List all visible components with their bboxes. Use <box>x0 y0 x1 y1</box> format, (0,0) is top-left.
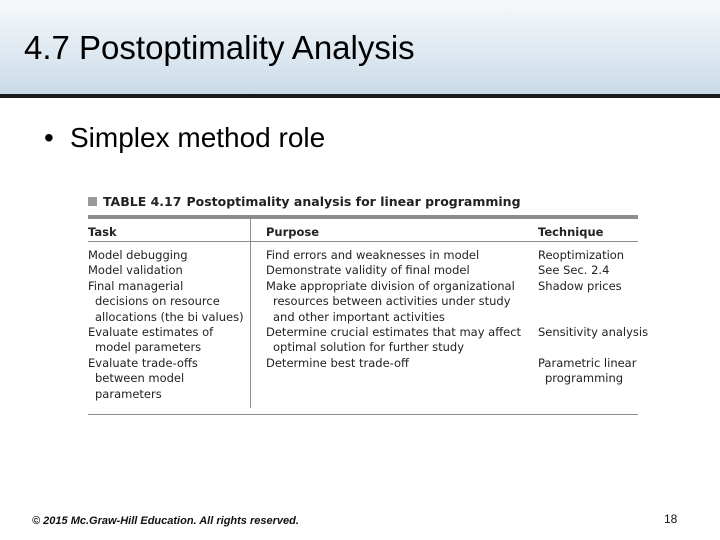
column-divider <box>250 242 251 408</box>
task-cell: Evaluate trade-offs <box>88 355 198 370</box>
header-task: Task <box>88 225 117 239</box>
copyright-footer: © 2015 Mc.Graw-Hill Education. All rights reserved. <box>32 515 299 527</box>
table-figure <box>88 193 649 415</box>
header-divider <box>0 94 720 98</box>
purpose-cell: resources between activities under study <box>273 294 511 309</box>
task-cell: Model validation <box>88 263 183 278</box>
purpose-cell: and other important activities <box>273 309 445 324</box>
caption-square-icon <box>88 197 97 206</box>
technique-cell: Sensitivity analysis <box>538 325 649 339</box>
task-cell: between model <box>95 371 185 386</box>
task-cell: model parameters <box>95 340 202 355</box>
bullet-point <box>44 121 325 155</box>
header-purpose: Purpose <box>266 225 320 239</box>
slide-header <box>0 0 720 95</box>
task-cell: decisions on resource <box>95 294 220 309</box>
table-caption <box>88 193 638 211</box>
table-body <box>88 248 649 414</box>
technique-cell: Shadow prices <box>538 278 622 293</box>
technique-cell: Reoptimization <box>538 248 625 262</box>
technique-cell: programming <box>545 371 624 386</box>
technique-cell: See Sec. 2.4 <box>538 263 610 278</box>
task-cell: parameters <box>95 386 162 401</box>
purpose-cell: Demonstrate validity of final model <box>266 263 470 278</box>
page-number: 18 <box>664 512 678 526</box>
bullet-text: Simplex method role <box>70 122 326 153</box>
task-cell: Final managerial <box>88 278 184 293</box>
header-rule <box>88 241 638 242</box>
purpose-cell: Determine best trade-off <box>266 355 409 370</box>
task-cell: allocations (the bi values) <box>95 309 244 324</box>
technique-cell: Parametric linear <box>538 355 637 370</box>
task-cell: Evaluate estimates of <box>88 325 214 339</box>
purpose-cell: Determine crucial estimates that may affect <box>266 325 522 339</box>
bullet-icon: • <box>44 122 54 153</box>
purpose-cell: Make appropriate division of organizational <box>266 278 515 293</box>
table-header-row <box>88 219 638 241</box>
slide-title: 4.7 Postoptimality Analysis <box>24 29 415 66</box>
header-technique: Technique <box>538 225 604 239</box>
purpose-cell: optimal solution for further study <box>273 340 465 355</box>
table-label: TABLE 4.17 <box>103 194 182 209</box>
table-bottom-rule <box>88 414 638 415</box>
table-title: Postoptimality analysis for linear programming <box>186 194 521 209</box>
purpose-cell: Find errors and weaknesses in model <box>266 248 480 262</box>
task-cell: Model debugging <box>88 248 188 262</box>
column-divider <box>250 219 251 241</box>
